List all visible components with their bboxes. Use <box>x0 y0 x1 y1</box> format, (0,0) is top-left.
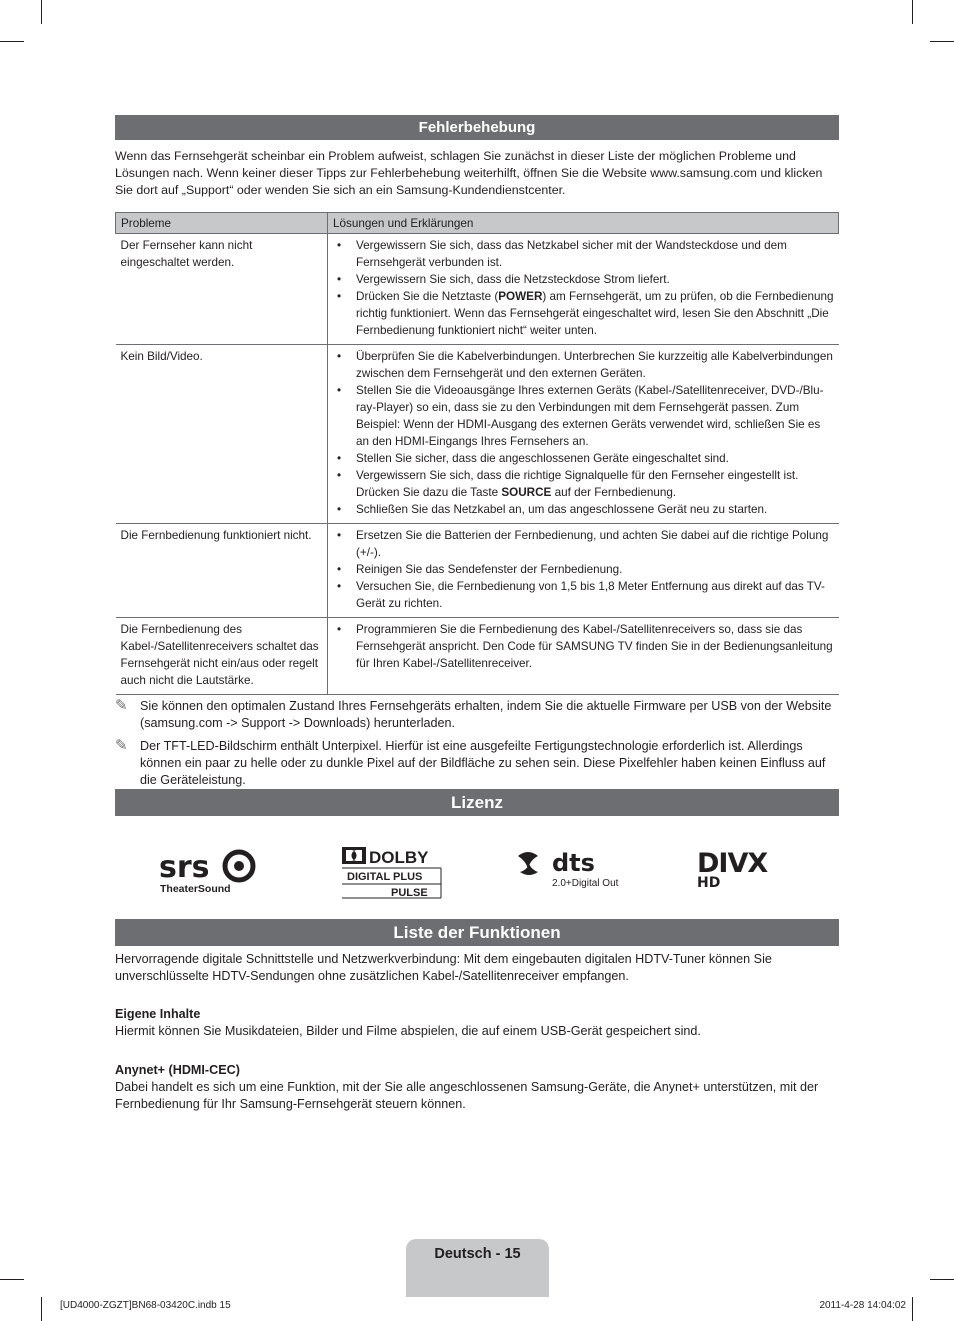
dolby-logo <box>341 845 445 899</box>
solution-cell <box>328 524 839 618</box>
table-row <box>116 524 839 618</box>
divx-logo <box>697 847 797 889</box>
note-text: Sie können den optimalen Zustand Ihres Fernsehgeräts erhalten, indem Sie die aktuelle Firmware per USB von der Website (samsung.com -> Support -> Downloads) herunterladen. <box>140 699 832 730</box>
troubleshooting-heading: Fehlerbehebung <box>115 115 839 140</box>
solution-item: • Vergewissern Sie sich, dass die Netzsteckdose Strom liefert. <box>333 271 834 288</box>
solution-item: • Stellen Sie sicher, dass die angeschlossenen Geräte eingeschaltet sind. <box>333 450 834 467</box>
crop-mark <box>0 1279 24 1280</box>
dts-logo-word: dts <box>552 849 595 877</box>
column-header-solutions: Lösungen und Erklärungen <box>328 213 839 234</box>
crop-mark <box>912 0 913 24</box>
solution-item: • Stellen Sie die Videoausgänge Ihres externen Geräts (Kabel-/Satellitenreceiver, DVD-/Blu-ray-Player) so ein, dass sie zu den Verbindungen mit dem Fernsehgerät passen. Zum Beispiel: Wenn der HDMI-Ausgang des externen Geräts verwendet wird, schließen Sie es an den HDMI-Eingangs Ihres Fernsehers an. <box>333 382 834 450</box>
solution-cell <box>328 234 839 345</box>
table-row <box>116 234 839 345</box>
features-section <box>115 919 839 1113</box>
divx-logo-sub: HD <box>697 875 721 889</box>
solution-cell <box>328 345 839 524</box>
crop-mark <box>912 1297 913 1321</box>
table-row <box>116 345 839 524</box>
print-timestamp: 2011-4-28 14:04:02 <box>819 1300 906 1311</box>
dolby-logo-word: DOLBY <box>369 848 429 867</box>
feature-text: Dabei handelt es sich um eine Funktion, mit der Sie alle angeschlossenen Samsung-Geräte, die Anynet+ unterstützen, mit der Fernbedienung für Ihr Samsung-Fernsehgerät steuern können. <box>115 1080 819 1111</box>
crop-mark <box>0 41 24 42</box>
divx-logo-word: DIVX <box>697 848 768 879</box>
column-header-problems: Probleme <box>116 213 328 234</box>
solution-item: • Programmieren Sie die Fernbedienung des Kabel-/Satellitenreceivers so, dass sie das Fernsehgerät anspricht. Den Code für SAMSUNG TV finden Sie in der Bedienungsanleitung für Ihren Kabel-/Satellitenreceiver. <box>333 621 834 672</box>
solution-item: • Überprüfen Sie die Kabelverbindungen. Unterbrechen Sie kurzzeitig alle Kabelverbindungen zwischen dem Fernsehgerät und den externen Geräten. <box>333 348 834 382</box>
table-row <box>116 618 839 695</box>
page-label: Deutsch - 15 <box>434 1246 521 1262</box>
crop-mark <box>41 0 42 24</box>
features-intro: Hervorragende digitale Schnittstelle und Netzwerkverbindung: Mit dem eingebauten digitalen HDTV-Tuner können Sie unverschlüsselte HDTV-Sendungen ohne zusätzlichen Kabel-/Satellitenreceiver empfangen. <box>115 952 772 983</box>
feature-text: Hiermit können Sie Musikdateien, Bilder und Filme abspielen, die auf einem USB-Gerät gespeichert sind. <box>115 1024 701 1038</box>
note <box>115 738 839 789</box>
solution-item: • Vergewissern Sie sich, dass die richtige Signalquelle für den Fernseher eingestellt ist. Drücken Sie dazu die Taste SOURCE auf der Fernbedienung. <box>333 467 834 501</box>
troubleshooting-table <box>115 212 839 695</box>
license-heading: Lizenz <box>115 789 839 816</box>
note <box>115 698 839 732</box>
features-heading: Liste der Funktionen <box>115 919 839 946</box>
dolby-logo-line1: DIGITAL PLUS <box>347 871 423 883</box>
solution-item: • Vergewissern Sie sich, dass das Netzkabel sicher mit der Wandsteckdose und dem Fernsehgerät verbunden ist. <box>333 237 834 271</box>
solution-item: • Ersetzen Sie die Batterien der Fernbedienung, und achten Sie dabei auf die richtige Polung (+/-). <box>333 527 834 561</box>
solution-item: • Drücken Sie die Netztaste (POWER) am Fernsehgerät, um zu prüfen, ob die Fernbedienung richtig funktioniert. Wenn das Fernsehgerät eingeschaltet wird, lesen Sie den Abschnitt „Die Fernbedienung funktioniert nicht“ weiter unten. <box>333 288 834 339</box>
license-section <box>115 789 839 816</box>
solution-item: • Schließen Sie das Netzkabel an, um das angeschlossene Gerät neu zu starten. <box>333 501 834 518</box>
page-number-tab <box>406 1239 549 1297</box>
srs-logo-word: SRS <box>159 850 210 885</box>
srs-logo-sub: TheaterSound <box>160 883 231 894</box>
problem-cell: Die Fernbedienung funktioniert nicht. <box>116 524 328 618</box>
problem-cell: Kein Bild/Video. <box>116 345 328 524</box>
troubleshooting-section <box>115 115 839 789</box>
problem-cell: Der Fernseher kann nicht eingeschaltet werden. <box>116 234 328 345</box>
pencil-icon: ✎ <box>115 697 128 714</box>
dts-logo <box>516 848 624 890</box>
feature-title: Anynet+ (HDMI-CEC) <box>115 1063 240 1077</box>
solution-item: • Versuchen Sie, die Fernbedienung von 1,5 bis 1,8 Meter Entfernung aus direkt auf das TV-Gerät zu richten. <box>333 578 834 612</box>
troubleshooting-intro: Wenn das Fernsehgerät scheinbar ein Problem aufweist, schlagen Sie zunächst in dieser Liste der möglichen Probleme und Lösungen nach. Wenn keiner dieser Tipps zur Fehlerbehebung weiterhilft, öffnen Sie die Website www.samsung.com und klicken Sie dort auf „Support“ oder wenden Sie sich an ein Samsung-Kundendienstcenter. <box>115 149 823 197</box>
problem-cell: Die Fernbedienung des Kabel-/Satellitenreceivers schaltet das Fernsehgerät nicht ein/aus oder regelt auch nicht die Lautstärke. <box>116 618 328 695</box>
dts-logo-sub: 2.0+Digital Out <box>552 878 619 889</box>
dolby-logo-line2: PULSE <box>391 887 428 899</box>
srs-logo <box>159 846 264 894</box>
license-logos <box>115 836 839 906</box>
solution-cell <box>328 618 839 695</box>
note-text: Der TFT-LED-Bildschirm enthält Unterpixel. Hierfür ist eine ausgefeilte Fertigungstechnologie erforderlich ist. Allerdings können ein paar zu helle oder zu dunkle Pixel auf der Bildfläche zu sehen sein. Diese Pixelfehler haben keinen Einfluss auf die Geräteleistung. <box>140 739 826 787</box>
crop-mark <box>930 41 954 42</box>
crop-mark <box>930 1279 954 1280</box>
feature-title: Eigene Inhalte <box>115 1007 201 1021</box>
crop-mark <box>41 1297 42 1321</box>
file-info: [UD4000-ZGZT]BN68-03420C.indb 15 <box>60 1300 231 1311</box>
pencil-icon: ✎ <box>115 737 128 754</box>
solution-item: • Reinigen Sie das Sendefenster der Fernbedienung. <box>333 561 834 578</box>
